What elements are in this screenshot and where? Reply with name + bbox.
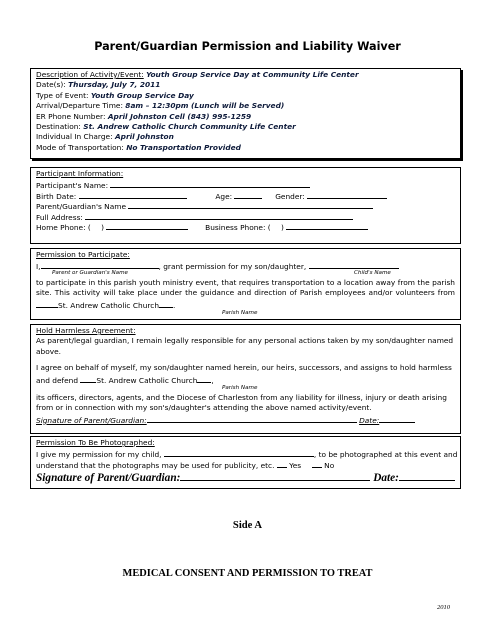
activity-row-in-charge: [36, 132, 455, 142]
side-label: Side A: [232, 520, 263, 531]
child-name-caption: Child's Name: [354, 269, 391, 276]
photo-child-name-field[interactable]: [164, 448, 314, 457]
activity-value: April Johnston: [114, 132, 174, 142]
birth-date-label: Birth Date:: [36, 191, 77, 201]
activity-label: Type of Event:: [36, 90, 89, 100]
hold-harmless-para2: [36, 363, 455, 386]
activity-value: April Johnston Cell (843) 995-1259: [107, 111, 252, 121]
photo-date-label: Date:: [373, 472, 399, 485]
activity-label: Destination:: [36, 121, 81, 131]
address-field[interactable]: [85, 211, 353, 220]
activity-value: No Transportation Provided: [126, 142, 241, 152]
signature-label: Signature of Parent/Guardian:: [36, 415, 147, 425]
activity-row-date: [36, 80, 455, 90]
participant-heading: Participant Information:: [36, 169, 124, 178]
parish-blank[interactable]: [36, 299, 58, 308]
activity-label: Date(s):: [36, 80, 66, 90]
document-title: Parent/Guardian Permission and Liability Waiver: [94, 40, 401, 53]
activity-row-type: [36, 91, 455, 101]
permission-church: St. Andrew Catholic Church: [58, 300, 160, 310]
parish-blank[interactable]: [80, 374, 96, 383]
hold-harmless-heading: Hold Harmless Agreement:: [36, 326, 136, 335]
photo-line1-end: , to be photographed at this event and: [313, 450, 458, 460]
signature-field[interactable]: [147, 414, 357, 423]
child-name-field[interactable]: [309, 260, 399, 269]
business-phone-label: Business Phone: (: [205, 222, 271, 232]
photo-line1-text: I give my permission for my child,: [36, 450, 162, 460]
activity-row-time: [36, 101, 455, 111]
business-phone-paren: ): [281, 222, 284, 232]
participant-info-box: [30, 167, 461, 244]
activity-value: St. Andrew Catholic Church Community Life Center: [83, 121, 296, 131]
business-phone-field[interactable]: [286, 221, 368, 230]
date-label: Date:: [359, 415, 380, 425]
hold-harmless-box: [30, 324, 461, 434]
no-checkbox[interactable]: [312, 459, 322, 468]
activity-heading: Description of Activity/Event:: [36, 70, 144, 79]
home-phone-label: Home Phone: (: [36, 222, 91, 232]
photo-signature-label: Signature of Parent/Guardian:: [36, 472, 181, 485]
permission-body-text: to participate in this parish youth ministry event, that requires transportation to a location away from the parish site. This activity will take place under the guidance and direction of Parish employees and/or volunteers from: [36, 277, 455, 298]
activity-description-box: [30, 68, 461, 159]
yes-label: Yes: [289, 460, 302, 470]
activity-value: Thursday, July 7, 2011: [68, 80, 161, 90]
permission-intro: I,: [36, 262, 41, 272]
gender-field[interactable]: [307, 190, 387, 199]
no-label: No: [324, 460, 335, 470]
parent-name-caption: Parent or Guardian's Name: [52, 269, 128, 276]
birth-date-field[interactable]: [79, 190, 187, 199]
parish-blank-end[interactable]: [197, 374, 214, 385]
activity-value: Youth Group Service Day: [90, 90, 194, 100]
home-phone-paren: ): [101, 222, 105, 232]
permission-grant-text: , grant permission for my son/daughter,: [158, 262, 307, 272]
activity-heading-row: [36, 70, 455, 80]
photo-permission-box: [30, 436, 461, 489]
activity-label: Individual In Charge:: [36, 132, 113, 142]
activity-row-destination: [36, 122, 455, 132]
participant-name-label: Participant's Name:: [36, 181, 109, 191]
photo-line2-text: understand that the photographs may be used for publicity, etc.: [36, 460, 275, 470]
activity-heading-value: Youth Group Service Day at Community Life Center: [146, 70, 359, 79]
hold-harmless-para3: its officers, directors, agents, and the Diocese of Charleston from any liability for illness, injury or death arising from or in connection with my son's/daughter's attending the above named activity/event.: [36, 393, 447, 413]
yes-checkbox[interactable]: [277, 459, 287, 468]
age-field[interactable]: [234, 190, 262, 199]
date-field[interactable]: [379, 414, 415, 423]
parish-name-caption: Parish Name: [222, 385, 258, 392]
gender-label: Gender:: [275, 191, 305, 201]
parish-blank-end[interactable]: [159, 299, 176, 310]
permission-body: [36, 278, 455, 311]
guardian-name-label: Parent/Guardian's Name: [36, 202, 126, 212]
hold-harmless-para1: As parent/legal guardian, I remain legally responsible for any personal actions taken by my son/daughter named above.: [36, 336, 454, 356]
photo-date-field[interactable]: [399, 469, 455, 481]
participant-name-field[interactable]: [110, 179, 310, 188]
home-phone-field[interactable]: [106, 221, 188, 230]
medical-consent-title: MEDICAL CONSENT AND PERMISSION TO TREAT: [122, 568, 373, 579]
activity-label: Arrival/Departure Time:: [36, 101, 123, 111]
year-label: 2010: [437, 604, 450, 611]
age-label: Age:: [215, 191, 233, 201]
photo-heading: Permission To Be Photographed:: [36, 438, 155, 447]
activity-label: ER Phone Number:: [36, 111, 106, 121]
permission-heading: Permission to Participate:: [36, 250, 130, 259]
photo-signature-field[interactable]: [180, 469, 370, 481]
hold-harmless-comma: ,: [211, 375, 214, 385]
activity-value: 8am – 12:30pm (Lunch will be Served): [125, 101, 285, 111]
hold-harmless-church: St. Andrew Catholic Church: [96, 375, 198, 385]
hold-harmless-para2-text: I agree on behalf of myself, my son/daughter named herein, our heirs, successors, and assigns to hold harmless and defend: [36, 363, 452, 385]
permission-participate-box: [30, 248, 461, 320]
permission-end: .: [173, 300, 176, 310]
guardian-name-field[interactable]: [128, 200, 373, 209]
address-label: Full Address:: [36, 212, 83, 222]
activity-row-transport: [36, 143, 455, 153]
parent-name-field[interactable]: [41, 260, 159, 269]
activity-label: Mode of Transportation:: [36, 142, 124, 152]
activity-row-phone: [36, 112, 455, 122]
parish-name-caption: Parish Name: [222, 310, 258, 316]
